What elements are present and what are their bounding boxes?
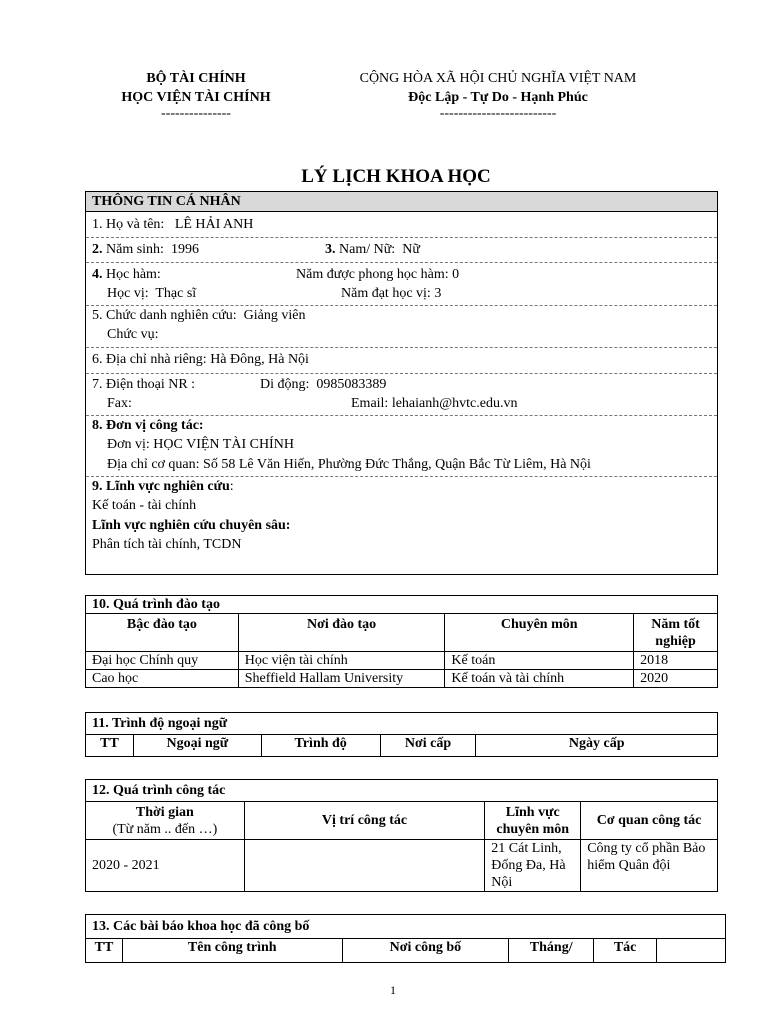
papers-header-cell bbox=[657, 939, 726, 963]
table-cell: Sheffield Hallam University bbox=[238, 670, 445, 688]
papers-table bbox=[85, 914, 726, 963]
email-value: lehaianh@hvtc.edu.vn bbox=[391, 396, 518, 411]
sex-num: 3. bbox=[325, 242, 336, 257]
research-title-value: Giảng viên bbox=[243, 308, 306, 323]
org-address-label: Địa chỉ cơ quan: bbox=[107, 457, 200, 472]
right-rule: ------------------------- bbox=[439, 106, 557, 121]
work-header-field: Lĩnh vực chuyên môn bbox=[485, 802, 581, 840]
divider bbox=[86, 237, 717, 238]
table-cell: 21 Cát Linh, Đống Đa, Hà Nội bbox=[485, 840, 581, 892]
motto: Độc Lập - Tự Do - Hạnh Phúc bbox=[408, 90, 588, 105]
language-header-cell: TT bbox=[86, 735, 134, 757]
sex-value: Nữ bbox=[402, 242, 420, 257]
page-number: 1 bbox=[390, 983, 396, 997]
org-heading: 8. Đơn vị công tác: bbox=[92, 418, 204, 433]
ministry-name: BỘ TÀI CHÍNH bbox=[146, 71, 246, 86]
rank-year bbox=[296, 266, 459, 284]
table-row bbox=[86, 652, 718, 670]
table-row bbox=[86, 840, 718, 892]
personal-info-heading: THÔNG TIN CÁ NHÂN bbox=[92, 194, 241, 209]
org-address-value: Số 58 Lê Văn Hiến, Phường Đức Thắng, Quận Bắc Từ Liêm, Hà Nội bbox=[203, 457, 591, 472]
degree-row bbox=[107, 285, 196, 303]
work-header-time bbox=[86, 802, 245, 840]
degree-label: Học vị: bbox=[107, 286, 149, 301]
education-header-cell: Năm tốt nghiệp bbox=[634, 614, 718, 652]
work-header-org: Cơ quan công tác bbox=[581, 802, 718, 840]
table-row bbox=[86, 670, 718, 688]
field-value: Kế toán - tài chính bbox=[92, 498, 197, 513]
papers-header-cell: Tác bbox=[594, 939, 657, 963]
field-heading: 9. Lĩnh vực nghiên cứu bbox=[92, 479, 230, 494]
divider bbox=[86, 262, 717, 263]
language-header-cell: Ngày cấp bbox=[476, 735, 718, 757]
academy-name: HỌC VIỆN TÀI CHÍNH bbox=[121, 90, 271, 105]
research-title-label: 5. Chức danh nghiên cứu: bbox=[92, 308, 237, 323]
work-heading: 12. Quá trình công tác bbox=[86, 780, 718, 802]
rank-num: 4. bbox=[92, 267, 103, 282]
name-value: LÊ HẢI ANH bbox=[174, 217, 254, 232]
rank-year-value: 0 bbox=[452, 267, 460, 282]
field-heading-row bbox=[92, 478, 234, 496]
rank-row bbox=[92, 266, 161, 284]
divider bbox=[86, 305, 717, 306]
name-row bbox=[92, 216, 253, 234]
birth-value: 1996 bbox=[170, 242, 199, 257]
email-label: Email: bbox=[351, 396, 389, 411]
education-header-cell: Nơi đào tạo bbox=[238, 614, 445, 652]
table-cell bbox=[244, 840, 485, 892]
birth-label: Năm sinh: bbox=[106, 242, 164, 257]
birth-num: 2. bbox=[92, 242, 103, 257]
table-cell: Đại học Chính quy bbox=[86, 652, 239, 670]
table-cell: Cao học bbox=[86, 670, 239, 688]
degree-year-value: 3 bbox=[434, 286, 442, 301]
name-label: 1. Họ và tên: bbox=[92, 217, 165, 232]
degree-value: Thạc sĩ bbox=[155, 286, 197, 301]
sex-label: Nam/ Nữ: bbox=[339, 242, 396, 257]
work-table bbox=[85, 779, 718, 892]
home-address-row bbox=[92, 351, 309, 369]
work-time-sub: (Từ năm .. đến …) bbox=[112, 822, 218, 837]
email-row bbox=[351, 395, 517, 413]
divider bbox=[86, 373, 717, 374]
mobile-label: Di động: bbox=[260, 377, 310, 392]
mobile-row bbox=[260, 376, 386, 394]
left-rule: --------------- bbox=[161, 106, 231, 121]
education-table bbox=[85, 595, 718, 688]
language-heading: 11. Trình độ ngoại ngữ bbox=[86, 713, 718, 735]
fax-label: Fax: bbox=[107, 396, 132, 411]
org-row bbox=[107, 436, 294, 454]
position-label: Chức vụ: bbox=[107, 327, 159, 342]
table-cell: Kế toán bbox=[445, 652, 634, 670]
table-cell: 2020 - 2021 bbox=[86, 840, 245, 892]
education-header-cell: Bậc đào tạo bbox=[86, 614, 239, 652]
work-time-label: Thời gian bbox=[135, 805, 194, 820]
divider bbox=[86, 476, 717, 477]
research-title-row bbox=[92, 307, 305, 325]
rank-label: Học hàm: bbox=[106, 267, 161, 282]
work-header-position: Vị trí công tác bbox=[244, 802, 485, 840]
document-title: LÝ LỊCH KHOA HỌC bbox=[301, 166, 491, 187]
birth-row bbox=[92, 241, 199, 259]
papers-header-cell: Nơi công bố bbox=[342, 939, 509, 963]
divider bbox=[86, 415, 717, 416]
education-header-cell: Chuyên môn bbox=[445, 614, 634, 652]
language-header-cell: Trình độ bbox=[261, 735, 380, 757]
personal-info-box bbox=[85, 191, 718, 575]
deep-field-value: Phân tích tài chính, TCDN bbox=[92, 537, 242, 552]
table-cell: Công ty cổ phần Bảo hiểm Quân đội bbox=[581, 840, 718, 892]
papers-header-cell: Tên công trình bbox=[122, 939, 342, 963]
field-heading-colon: : bbox=[229, 479, 234, 494]
language-table bbox=[85, 712, 718, 757]
degree-year bbox=[341, 285, 441, 303]
table-cell: Học viện tài chính bbox=[238, 652, 445, 670]
home-address-value: Hà Đông, Hà Nội bbox=[210, 352, 309, 367]
education-heading: 10. Quá trình đào tạo bbox=[86, 596, 718, 614]
sex-row bbox=[325, 241, 420, 259]
table-cell: 2020 bbox=[634, 670, 718, 688]
home-address-label: 6. Địa chỉ nhà riêng: bbox=[92, 352, 207, 367]
table-cell: Kế toán và tài chính bbox=[445, 670, 634, 688]
deep-field-heading: Lĩnh vực nghiên cứu chuyên sâu: bbox=[92, 518, 291, 533]
mobile-value: 0985083389 bbox=[316, 377, 387, 392]
language-header-cell: Nơi cấp bbox=[380, 735, 476, 757]
papers-header-cell: Tháng/ bbox=[509, 939, 594, 963]
country-name: CỘNG HÒA XÃ HỘI CHỦ NGHĨA VIỆT NAM bbox=[359, 71, 637, 86]
divider bbox=[86, 347, 717, 348]
org-address-row bbox=[107, 456, 591, 474]
papers-header-cell: TT bbox=[86, 939, 123, 963]
phone-label: 7. Điện thoại NR : bbox=[92, 377, 196, 392]
papers-heading: 13. Các bài báo khoa học đã công bố bbox=[86, 915, 726, 939]
rank-year-label: Năm được phong học hàm: bbox=[296, 267, 449, 282]
table-cell: 2018 bbox=[634, 652, 718, 670]
language-header-cell: Ngoại ngữ bbox=[133, 735, 261, 757]
degree-year-label: Năm đạt học vị: bbox=[341, 286, 431, 301]
org-value: HỌC VIỆN TÀI CHÍNH bbox=[153, 437, 294, 452]
org-label: Đơn vị: bbox=[107, 437, 150, 452]
